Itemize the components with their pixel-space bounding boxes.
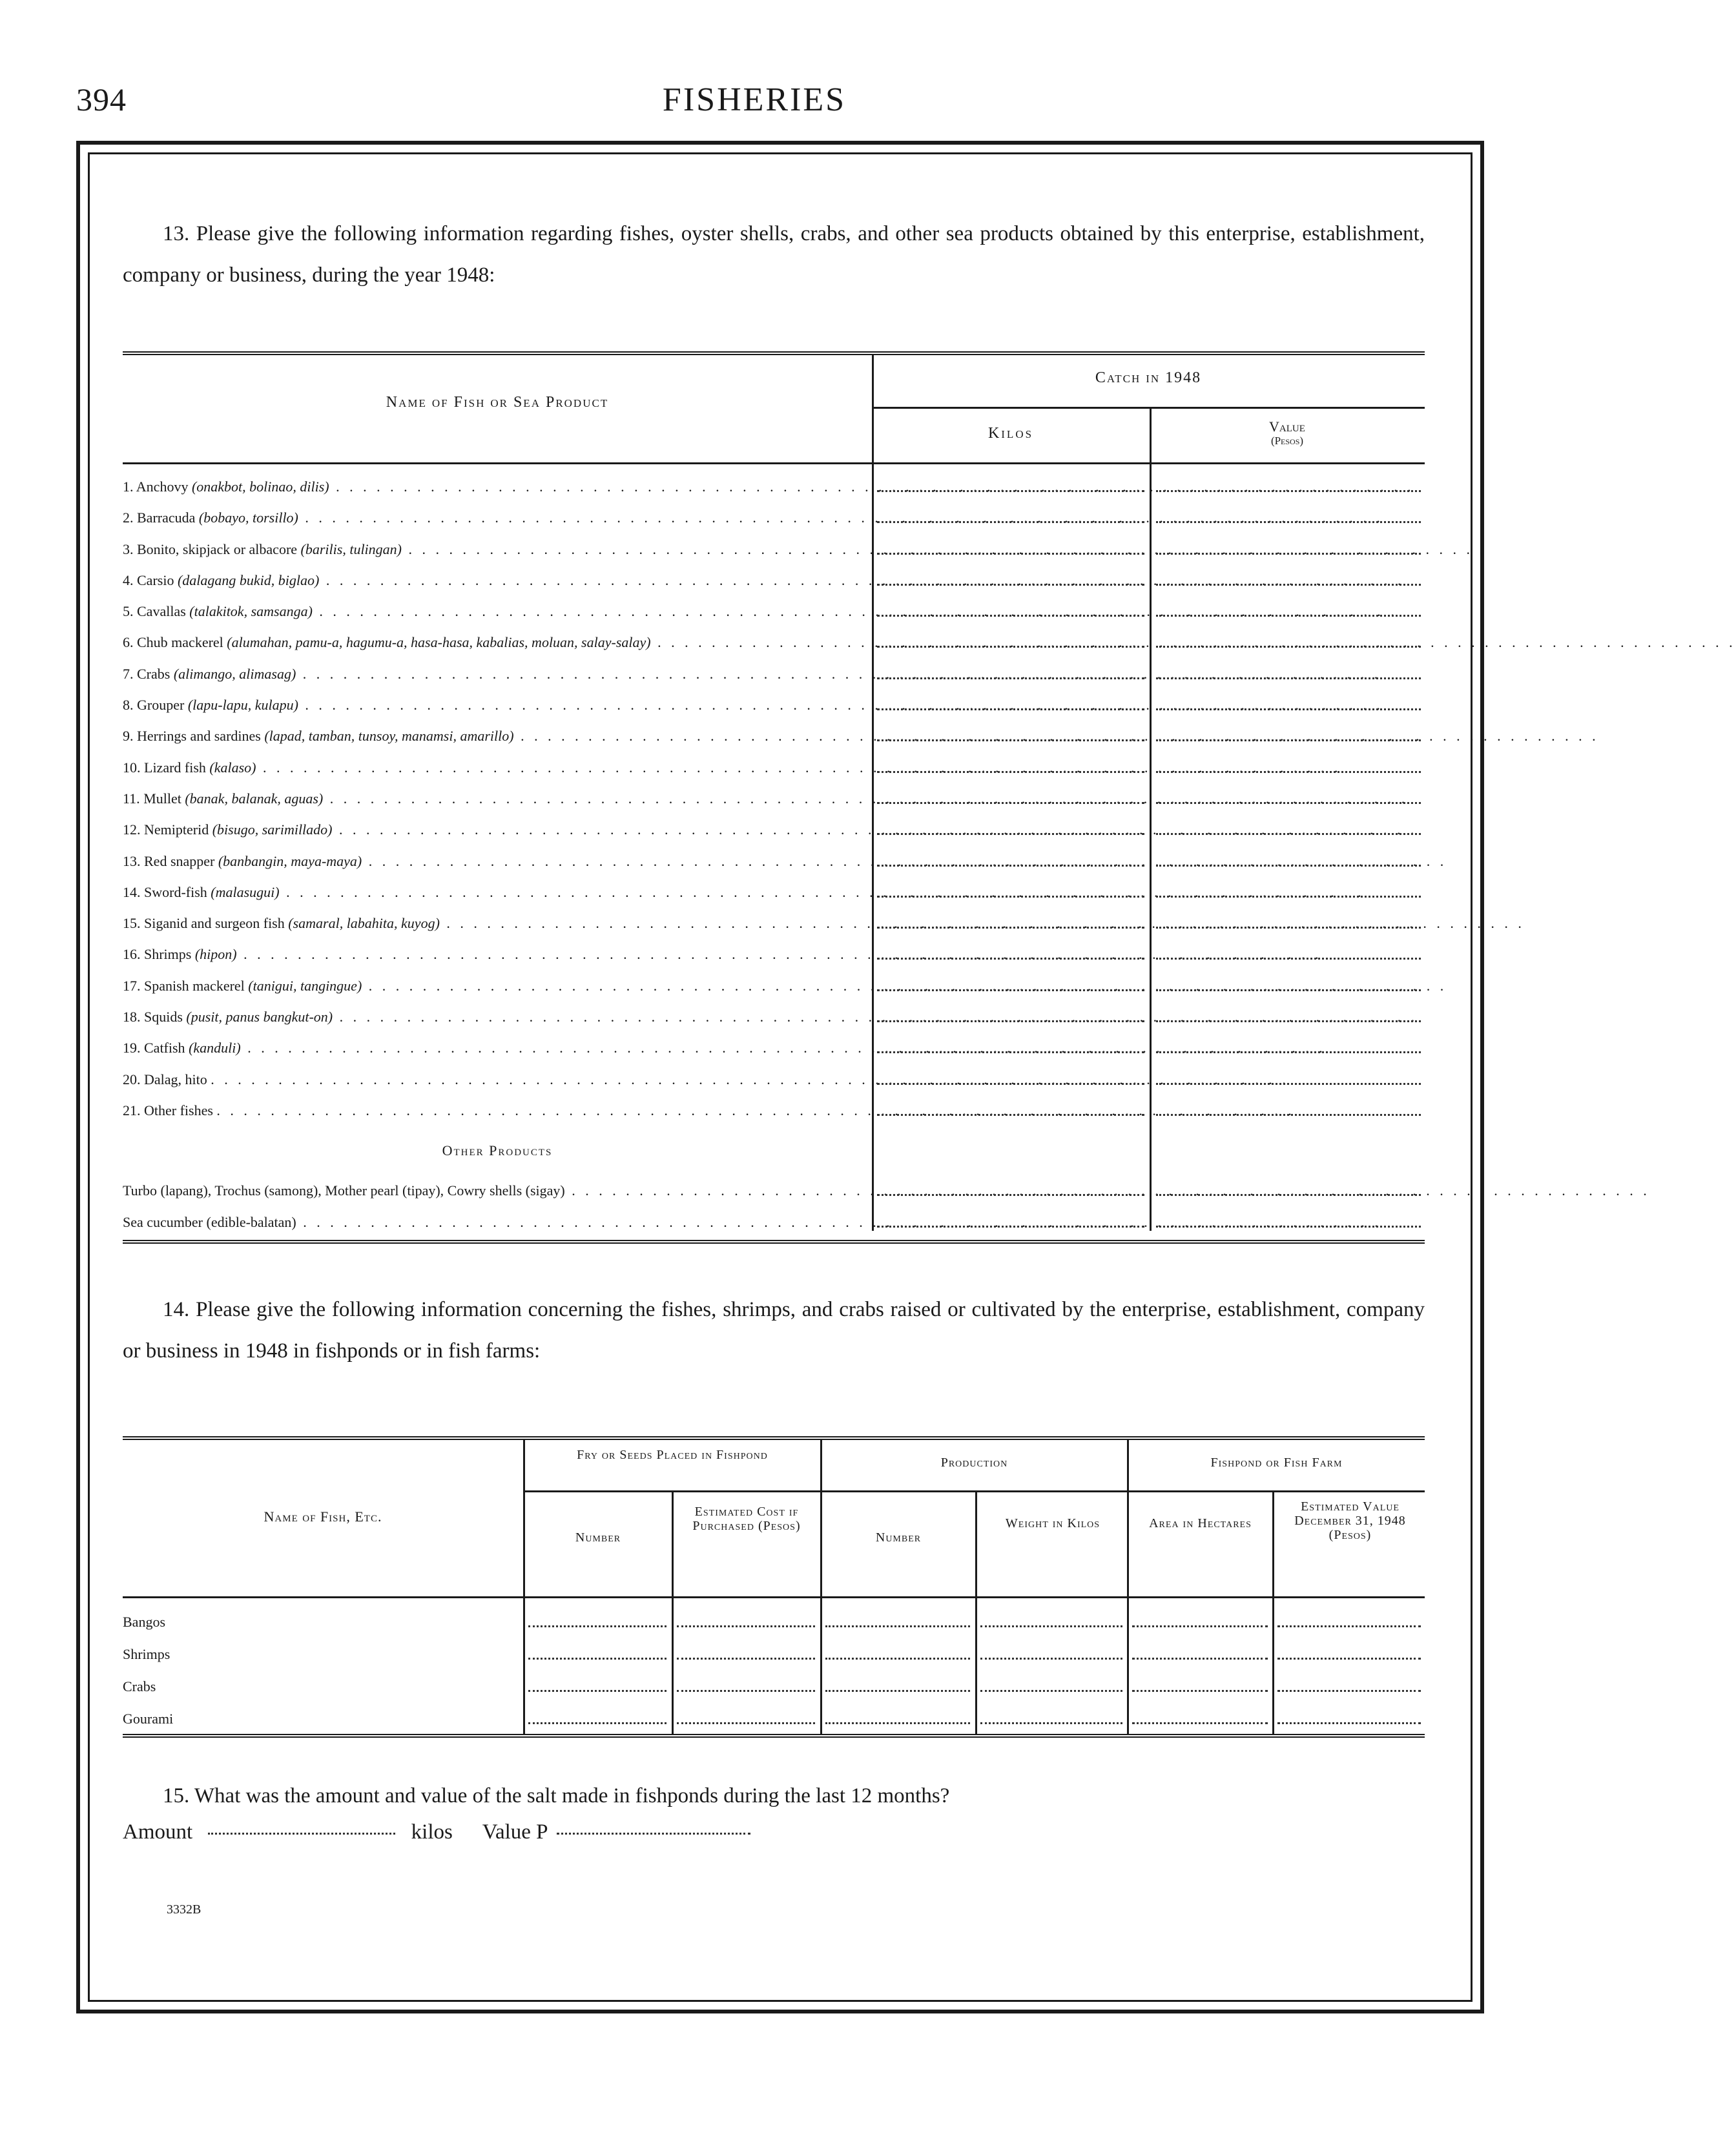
kilos-input[interactable] xyxy=(877,521,1144,523)
page-title: FISHERIES xyxy=(662,81,847,118)
catch-table xyxy=(123,351,1736,1244)
question-13-number: 13. xyxy=(163,222,190,245)
other-products-heading xyxy=(123,1119,1425,1168)
kilos-input[interactable] xyxy=(877,646,1144,648)
table-row xyxy=(123,527,1487,558)
leader-dots: . . . . . . . . . . . . . . . . . . . . . . . . . . . . . . . . . . . . . . . . . . . . . . . . . . . . . . . . . . . . . . . . . . . . . . . . . . . . . . . . xyxy=(319,571,1405,588)
weight-input[interactable] xyxy=(980,1625,1122,1627)
row-number: 9. xyxy=(123,728,134,745)
fish-local-names: (dalagang bukid, biglao) xyxy=(177,571,320,588)
amount-label: Amount xyxy=(123,1820,193,1844)
leader-dots: . . . . . . . . . . . . . . . . . . . . . . . . . . . . . . . . . . . . . . . . . . . . . . . . . . . . . . . . . . . . . . . . . . . . . . . . . . . . . . . . xyxy=(362,852,1447,869)
pond-item-name: Crabs xyxy=(123,1678,156,1694)
fry-number-input[interactable] xyxy=(528,1690,666,1692)
value-input[interactable] xyxy=(1156,584,1421,586)
col-fry-cost-header: Estimated Cost if Purchased (Pesos) xyxy=(692,1504,801,1533)
row-number: 14. xyxy=(123,883,141,900)
row-label xyxy=(123,915,1525,932)
table-row xyxy=(123,870,1425,901)
catch-table-header xyxy=(123,355,1425,464)
area-input[interactable] xyxy=(1132,1658,1268,1660)
table-row xyxy=(123,1663,1425,1695)
leader-dots: . . . . . . . . . . . . . . . . . . . . . . . . . . . . . . . . . . . . . . . . . . . . . . . . . . . . . . . . . . . . . . . . . . . . . . . . . . . . . . . . xyxy=(362,977,1447,994)
table-row xyxy=(123,745,1425,776)
fish-local-names: (samaral, labahita, kuyog) xyxy=(288,915,440,932)
table-row xyxy=(123,1025,1425,1056)
fish-local-names: (malasugui) xyxy=(211,883,280,900)
kilos-input[interactable] xyxy=(877,1020,1144,1022)
fry-cost-input[interactable] xyxy=(677,1625,815,1627)
row-label xyxy=(123,634,1736,651)
row-number: 11. xyxy=(123,790,140,807)
kilos-input[interactable] xyxy=(877,896,1144,898)
fry-number-input[interactable] xyxy=(528,1722,666,1724)
row-label xyxy=(123,883,1365,901)
production-number-input[interactable] xyxy=(825,1658,970,1660)
value-input[interactable] xyxy=(1156,677,1421,679)
value-input[interactable] xyxy=(1156,958,1421,960)
fish-name: Lizard fish xyxy=(144,759,206,776)
value-input[interactable] xyxy=(1156,553,1421,555)
fish-local-names: (lapad, tamban, tunsoy, manamsi, amarillo) xyxy=(264,728,514,745)
kilos-input[interactable] xyxy=(877,708,1144,710)
fish-local-names: (barilis, tulingan) xyxy=(300,540,402,557)
weight-input[interactable] xyxy=(980,1722,1122,1724)
row-number: 16. xyxy=(123,946,141,963)
question-14-text: Please give the following information concerning the fishes, shrimps, and crabs raised or cultivated by the enterprise, establishment, company or business in 1948 in fishponds or in fish farms: xyxy=(123,1297,1425,1363)
fish-name: Cavallas xyxy=(137,603,186,620)
kilos-input[interactable] xyxy=(877,865,1144,867)
col-value-unit: (Pesos) xyxy=(1270,435,1304,447)
production-number-input[interactable] xyxy=(825,1722,970,1724)
fish-name: Carsio xyxy=(137,571,174,588)
value-input[interactable] xyxy=(1156,1226,1421,1228)
estimated-value-input[interactable] xyxy=(1277,1625,1421,1627)
page-number: 394 xyxy=(76,81,127,118)
value-input[interactable] xyxy=(1156,1083,1421,1085)
row-number: 18. xyxy=(123,1009,141,1025)
leader-dots: . . . . . . . . . . . . . . . . . . . . . . . . . . . . . . . . . . . . . . . . . . . . . . . . . . . . . . . . . . . . . . . . . . . . . . . . . . . . . . . . xyxy=(211,1071,1289,1087)
row-label xyxy=(123,697,1383,714)
col-catch-header: Catch in 1948 xyxy=(1095,369,1202,386)
fish-name: Dalag, hito xyxy=(144,1071,207,1087)
weight-input[interactable] xyxy=(980,1658,1122,1660)
table-row xyxy=(123,1057,1425,1088)
table-row xyxy=(123,1695,1425,1727)
page-header xyxy=(76,81,1432,132)
row-label xyxy=(123,1071,1289,1088)
fish-name: Anchovy xyxy=(136,479,189,495)
weight-input[interactable] xyxy=(980,1690,1122,1692)
row-label xyxy=(123,1009,1418,1025)
value-label: Value P xyxy=(482,1820,548,1844)
question-15-text: What was the amount and value of the salt made in fishponds during the last 12 months? xyxy=(194,1784,950,1807)
fish-name: Other fishes xyxy=(144,1102,213,1118)
fry-cost-input[interactable] xyxy=(677,1722,815,1724)
fish-local-names: (banbangin, maya-maya) xyxy=(218,852,362,869)
catch-header-rule xyxy=(872,407,1425,409)
value-input[interactable] xyxy=(1156,521,1421,523)
row-label xyxy=(123,540,1487,558)
estimated-value-input[interactable] xyxy=(1277,1722,1421,1724)
kilos-input[interactable] xyxy=(877,553,1144,555)
fish-name: Squids xyxy=(144,1009,183,1025)
table-row xyxy=(123,776,1425,807)
table-row xyxy=(123,1200,1425,1231)
value-input[interactable] xyxy=(1156,802,1421,804)
fish-local-names: (alumahan, pamu-a, hagumu-a, hasa-hasa, kabalias, moluan, salay-salay) xyxy=(227,634,651,651)
row-number: 12. xyxy=(123,821,141,838)
col-kilos-header: Kilos xyxy=(987,425,1034,442)
table-row xyxy=(123,495,1425,526)
row-number: 1. xyxy=(123,479,134,495)
group-header-rule xyxy=(523,1490,1425,1492)
row-number: 19. xyxy=(123,1040,141,1056)
group-fry-header: Fry or Seeds Placed in Fishpond xyxy=(577,1447,768,1462)
kilos-input[interactable] xyxy=(877,989,1144,991)
value-input[interactable] xyxy=(1156,865,1421,867)
value-input[interactable] xyxy=(1156,833,1421,835)
leader-dots: . . . . . . . . . . . . . . . . . . . . . . . . . . . . . . . . . . . . . . . . . . . . . . . . . . . . . . . . . . . . . . . . . . . . . . . . . . . . . . . . xyxy=(256,759,1341,776)
kilos-input[interactable] xyxy=(877,739,1144,741)
leader-dots: . . . . . . . . . . . . . . . . . . . . . . . . . . . . . . . . . . . . . . . . . . . . . . . . . . . . . . . . . . . . . . . . . . . . . . . . . . . . . . . . xyxy=(329,479,1414,495)
kilos-input[interactable] xyxy=(877,802,1144,804)
fish-name: Sword-fish xyxy=(144,883,207,900)
leader-dots: . . . . . . . . . . . . . . . . . . . . . . . . . . . . . . . . . . . . . . . . . . . . . . . . . . . . . . . . . . . . . . . . . . . . . . . . . . . . . . . . xyxy=(332,821,1418,838)
kilos-input[interactable] xyxy=(877,771,1144,773)
table-row xyxy=(123,652,1425,683)
kilos-input[interactable] xyxy=(877,927,1144,929)
catch-table-body xyxy=(123,464,1736,1231)
product-name: Turbo (lapang), Trochus (samong), Mother pearl (tipay), Cowry shells (sigay) xyxy=(123,1182,565,1199)
fish-name: Red snapper xyxy=(144,852,215,869)
table-row xyxy=(123,714,1599,745)
value-input[interactable] xyxy=(1156,708,1421,710)
kilos-label: kilos xyxy=(411,1820,453,1844)
table-row xyxy=(123,620,1736,651)
fry-number-input[interactable] xyxy=(528,1625,666,1627)
fish-local-names: (tanigui, tangingue) xyxy=(248,977,362,994)
table-row xyxy=(123,683,1425,714)
kilos-input[interactable] xyxy=(877,1226,1144,1228)
row-label xyxy=(123,977,1447,994)
fish-local-names: (alimango, alimasag) xyxy=(173,665,296,682)
question-15-answer-line xyxy=(123,1814,1425,1850)
row-label xyxy=(123,1213,1381,1231)
row-label xyxy=(123,790,1409,807)
col-production-number-header: Number xyxy=(875,1530,922,1545)
table-bottom-rule xyxy=(123,1734,1425,1738)
fish-local-names: (banak, balanak, aguas) xyxy=(185,790,324,807)
fish-name: Mullet xyxy=(143,790,181,807)
kilos-input[interactable] xyxy=(877,1114,1144,1116)
table-bottom-rule xyxy=(123,1240,1425,1244)
row-label xyxy=(123,665,1381,683)
row-label xyxy=(123,510,1383,526)
fish-name: Herrings and sardines xyxy=(137,728,261,745)
fish-local-names: (bobayo, torsillo) xyxy=(198,510,298,526)
fish-name: Crabs xyxy=(137,665,170,682)
leader-dots: . . . . . . . . . . . . . . . . . . . . . . . . . . . . . . . . . . . . . . . . . . . . . . . . . . . . . . . . . . . . . . . . . . . . . . . . . . . . . . . . xyxy=(279,883,1365,900)
table-row xyxy=(123,807,1425,838)
kilos-input[interactable] xyxy=(877,677,1144,679)
fish-name: Nemipterid xyxy=(144,821,209,838)
value-input[interactable] xyxy=(1156,490,1421,492)
question-15-number: 15. xyxy=(163,1784,190,1807)
value-input[interactable] xyxy=(1156,646,1421,648)
row-number: 13. xyxy=(123,852,141,869)
row-number: 15. xyxy=(123,915,141,932)
table-row xyxy=(123,1168,1650,1199)
row-number: 3. xyxy=(123,540,134,557)
col-area-header: Area in Hectares xyxy=(1149,1516,1252,1530)
leader-dots: . . . . . . . . . . . . . . . . . . . . . . . . . . . . . . . . . . . . . . . . . . . . . . . . . . . . . . . . . . . . . . . . . . . . . . . . . . . . . . . . xyxy=(513,728,1599,745)
kilos-input[interactable] xyxy=(877,584,1144,586)
column-divider xyxy=(523,1440,525,1596)
row-label xyxy=(123,821,1418,838)
table-row xyxy=(123,558,1425,589)
kilos-input[interactable] xyxy=(877,1194,1144,1196)
value-input[interactable] xyxy=(1156,1114,1421,1116)
question-15-line xyxy=(123,1778,1425,1814)
question-14-number: 14. xyxy=(163,1297,190,1321)
area-input[interactable] xyxy=(1132,1690,1268,1692)
table-row xyxy=(123,1631,1425,1663)
row-number: 20. xyxy=(123,1071,141,1087)
col-name-header: Name of Fish, Etc. xyxy=(264,1508,382,1525)
table-row xyxy=(123,963,1447,994)
form-code: 3332B xyxy=(167,1902,202,1917)
estimated-value-input[interactable] xyxy=(1277,1658,1421,1660)
leader-dots: . . . . . . . . . . . . . . . . . . . . . . . . . . . . . . . . . . . . . . . . . . . . . . . . . . . . . . . . . . . . . . . . . . . . . . . . . . . . . . . . xyxy=(236,946,1322,963)
kilos-input[interactable] xyxy=(877,615,1144,617)
fishpond-table xyxy=(123,1436,1425,1738)
fish-local-names: (kanduli) xyxy=(189,1040,241,1056)
fishpond-table-header xyxy=(123,1440,1425,1598)
leader-dots: . . . . . . . . . . . . . . . . . . . . . . . . . . . . . . . . . . . . . . . . . . . . . . . . . . . . . . . . . . . . . . . . . . . . . . . . . . . . . . . . xyxy=(298,510,1383,526)
fish-name: Catfish xyxy=(144,1040,185,1056)
pond-item-name: Bangos xyxy=(123,1613,165,1630)
question-13-text: Please give the following information regarding fishes, oyster shells, crabs, and other sea products obtained by this enterprise, establishment, company or business, during the year 1948: xyxy=(123,222,1425,287)
fish-local-names: (pusit, panus bangkut-on) xyxy=(186,1009,333,1025)
table-row xyxy=(123,1598,1425,1631)
kilos-input[interactable] xyxy=(877,490,1144,492)
value-input[interactable] xyxy=(1156,1194,1421,1196)
fish-name: Siganid and surgeon fish xyxy=(144,915,285,932)
row-label xyxy=(123,1040,1326,1056)
col-weight-header: Weight in Kilos xyxy=(1005,1516,1100,1530)
value-input[interactable] xyxy=(1156,896,1421,898)
row-number: 8. xyxy=(123,697,134,714)
area-input[interactable] xyxy=(1132,1625,1268,1627)
leader-dots: . . . . . . . . . . . . . . . . . . . . . . . . . . . . . . . . . . . . . . . . . . . . . . . . . . . . . . . . . . . . . . . . . . . . . . . . . . . . . . . . xyxy=(298,697,1383,714)
table-row xyxy=(123,589,1425,620)
column-divider xyxy=(672,1492,674,1596)
leader-dots: . . . . . . . . . . . . . . . . . . . . . . . . . . . . . . . . . . . . . . . . . . . . . . . . . . . . . . . . . . . . . . . . . . . . . . . . . . . . . . . . xyxy=(650,634,1736,651)
row-label xyxy=(123,946,1322,963)
fish-name: Chub mackerel xyxy=(137,634,223,651)
amount-input[interactable] xyxy=(208,1833,395,1835)
row-label xyxy=(123,1182,1650,1199)
fish-local-names: (kalaso) xyxy=(209,759,256,776)
table-row xyxy=(123,839,1447,870)
row-number: 10. xyxy=(123,759,141,776)
row-number: 7. xyxy=(123,665,134,682)
value-input[interactable] xyxy=(1156,615,1421,617)
col-fry-number-header: Number xyxy=(575,1530,621,1545)
row-number: 6. xyxy=(123,634,134,651)
row-number: 2. xyxy=(123,510,134,526)
table-row xyxy=(123,901,1525,932)
value-input[interactable] xyxy=(1156,927,1421,929)
row-label xyxy=(123,728,1599,745)
row-label xyxy=(123,603,1398,620)
fish-local-names: (hipon) xyxy=(194,946,237,963)
row-number: 4. xyxy=(123,571,134,588)
column-divider xyxy=(1272,1492,1274,1596)
fish-name: Shrimps xyxy=(144,946,192,963)
area-input[interactable] xyxy=(1132,1722,1268,1724)
table-row xyxy=(123,994,1425,1025)
leader-dots: . . . . . . . . . . . . . . . . . . . . . . . . . . . . . . . . . . . . . . . . . . . . . . . . . . . . . . . . . . . . . . . . . . . . . . . . . . . . . . . . xyxy=(216,1102,1295,1118)
table-row xyxy=(123,1088,1425,1119)
fry-cost-input[interactable] xyxy=(677,1658,815,1660)
row-label xyxy=(123,852,1447,870)
question-13 xyxy=(123,213,1425,296)
kilos-input[interactable] xyxy=(877,833,1144,835)
form-content xyxy=(123,213,1736,1850)
pond-item-name: Shrimps xyxy=(123,1645,170,1662)
value-input[interactable] xyxy=(1156,1020,1421,1022)
fishpond-table-body xyxy=(123,1598,1425,1734)
value-input[interactable] xyxy=(1156,771,1421,773)
kilos-input[interactable] xyxy=(877,1051,1144,1053)
leader-dots: . . . . . . . . . . . . . . . . . . . . . . . . . . . . . . . . . . . . . . . . . . . . . . . . . . . . . . . . . . . . . . . . . . . . . . . . . . . . . . . . xyxy=(323,790,1409,807)
table-row xyxy=(123,464,1425,495)
value-input[interactable] xyxy=(557,1833,750,1835)
fish-name: Barracuda xyxy=(137,510,196,526)
col-value-label: Value xyxy=(1269,418,1305,435)
leader-dots: . . . . . . . . . . . . . . . . . . . . . . . . . . . . . . . . . . . . . . . . . . . . . . . . . . . . . . . . . . . . . . . . . . . . . . . . . . . . . . . . xyxy=(296,665,1381,682)
kilos-input[interactable] xyxy=(877,1083,1144,1085)
fish-local-names: (onakbot, bolinao, dilis) xyxy=(191,479,329,495)
row-label xyxy=(123,571,1405,589)
fry-cost-input[interactable] xyxy=(677,1690,815,1692)
fish-local-names: (talakitok, samsanga) xyxy=(189,603,313,620)
value-input[interactable] xyxy=(1156,1051,1421,1053)
leader-dots: . . . . . . . . . . . . . . . . . . . . . . . . . . . . . . . . . . . . . . . . . . . . . . . . . . . . . . . . . . . . . . . . . . . . . . . . . . . . . . . . xyxy=(564,1182,1650,1199)
value-input[interactable] xyxy=(1156,739,1421,741)
row-label xyxy=(123,1102,1295,1119)
leader-dots: . . . . . . . . . . . . . . . . . . . . . . . . . . . . . . . . . . . . . . . . . . . . . . . . . . . . . . . . . . . . . . . . . . . . . . . . . . . . . . . . xyxy=(402,540,1487,557)
production-number-input[interactable] xyxy=(825,1690,970,1692)
value-input[interactable] xyxy=(1156,989,1421,991)
row-number: 21. xyxy=(123,1102,141,1118)
kilos-input[interactable] xyxy=(877,958,1144,960)
product-name: Sea cucumber (edible-balatan) xyxy=(123,1213,296,1230)
group-production-header: Production xyxy=(940,1455,1008,1470)
row-number: 17. xyxy=(123,977,141,994)
fish-name: Bonito, skipjack or albacore xyxy=(137,540,298,557)
col-name-header: Name of Fish or Sea Product xyxy=(386,394,609,411)
row-label xyxy=(123,759,1341,776)
table-row xyxy=(123,932,1425,963)
question-15 xyxy=(123,1778,1425,1850)
fish-name: Spanish mackerel xyxy=(144,977,245,994)
row-number: 5. xyxy=(123,603,134,620)
group-fishpond-header: Fishpond or Fish Farm xyxy=(1210,1455,1343,1470)
question-14 xyxy=(123,1289,1425,1372)
leader-dots: . . . . . . . . . . . . . . . . . . . . . . . . . . . . . . . . . . . . . . . . . . . . . . . . . . . . . . . . . . . . . . . . . . . . . . . . . . . . . . . . xyxy=(439,915,1525,932)
estimated-value-input[interactable] xyxy=(1277,1690,1421,1692)
leader-dots: . . . . . . . . . . . . . . . . . . . . . . . . . . . . . . . . . . . . . . . . . . . . . . . . . . . . . . . . . . . . . . . . . . . . . . . . . . . . . . . . xyxy=(240,1040,1326,1056)
col-value-header xyxy=(1150,420,1425,448)
other-products-label: Other Products xyxy=(442,1142,553,1159)
fish-local-names: (bisugo, sarimillado) xyxy=(212,821,333,838)
column-divider xyxy=(975,1492,977,1596)
fish-name: Grouper xyxy=(137,697,185,714)
fry-number-input[interactable] xyxy=(528,1658,666,1660)
leader-dots: . . . . . . . . . . . . . . . . . . . . . . . . . . . . . . . . . . . . . . . . . . . . . . . . . . . . . . . . . . . . . . . . . . . . . . . . . . . . . . . . xyxy=(333,1009,1418,1025)
row-label xyxy=(123,479,1414,495)
col-value-header: Estimated Value December 31, 1948 (Pesos) xyxy=(1294,1499,1406,1542)
fish-local-names: (lapu-lapu, kulapu) xyxy=(187,697,298,714)
leader-dots: . . . . . . . . . . . . . . . . . . . . . . . . . . . . . . . . . . . . . . . . . . . . . . . . . . . . . . . . . . . . . . . . . . . . . . . . . . . . . . . . xyxy=(296,1213,1381,1230)
leader-dots: . . . . . . . . . . . . . . . . . . . . . . . . . . . . . . . . . . . . . . . . . . . . . . . . . . . . . . . . . . . . . . . . . . . . . . . . . . . . . . . . xyxy=(312,603,1398,620)
pond-item-name: Gourami xyxy=(123,1710,174,1727)
production-number-input[interactable] xyxy=(825,1625,970,1627)
